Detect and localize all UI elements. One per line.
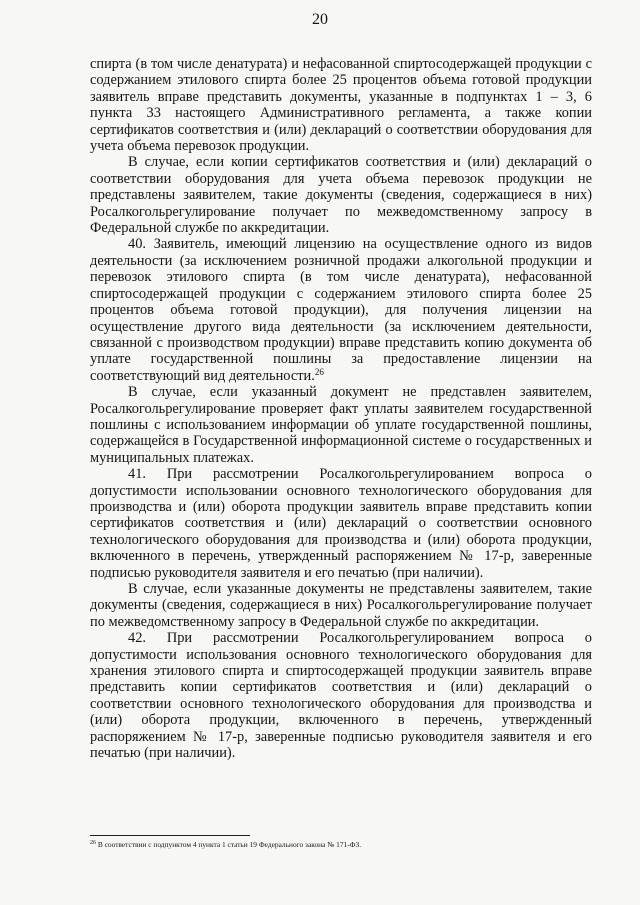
footnote-divider (90, 835, 250, 836)
paragraph-text: 40. Заявитель, имеющий лицензию на осуществление одного из видов деятельности (за исключением розничной продажи алкогольной продукции и перевозок этилового спирта (в том числе денатурата), нефасованной спиртосодержащей продукции с содержанием этилового спирта более 25 процентов объема готовой продукции), для получения лицензии на осуществление другого вида деятельности (за исключением деятельности, связанной с производством продукции) вправе представить копию документа об уплате государственной пошлины за предоставление лицензии на соответствующий вид деятельности. (90, 236, 592, 384)
page-number: 20 (312, 11, 328, 28)
footnote-text: В соответствии с подпунктом 4 пункта 1 статьи 19 Федерального закона № 171-ФЗ. (96, 840, 362, 849)
paragraph: В случае, если указанный документ не представлен заявителем, Росалкогольрегулирование проверяет факт уплаты заявителем государственной пошлины с использованием информации об уплате государственной пошлины, содержащейся в Государственной информационной системе о государственных и муниципальных платежах. (90, 384, 592, 466)
paragraph-continuation: спирта (в том числе денатурата) и нефасованной спиртосодержащей продукции с содержанием этилового спирта более 25 процентов объема готовой продукции заявитель вправе представить документы, указанные в подпунктах 1 – 3, 6 пункта 33 настоящего Административного регламента, а также копии сертификатов соответствия и (или) деклараций о соответствии оборудования для учета объема перевозок продукции. (90, 56, 592, 155)
paragraph: В случае, если указанные документы не представлены заявителем, такие документы (сведения, содержащиеся в них) Росалкогольрегулирование получает по межведомственному запросу в Федеральной службе по аккредитации. (90, 581, 592, 630)
paragraph-item-42: 42. При рассмотрении Росалкогольрегулированием вопроса о допустимости использования основного технологического оборудования для хранения этилового спирта и спиртосодержащей продукции заявитель вправе представить копии сертификатов соответствия и (или) деклараций о соответствии основного технологического оборудования для производства и (или) оборота продукции, включенного в перечень, утвержденный распоряжением № 17-р, заверенные подписью руководителя заявителя и его печатью (при наличии). (90, 630, 592, 762)
paragraph: В случае, если копии сертификатов соответствия и (или) деклараций о соответствии оборудования для учета объема перевозок продукции не представлены заявителем, такие документы (сведения, содержащиеся в них) Росалкогольрегулирование получает по межведомственному запросу в Федеральной службе по аккредитации. (90, 154, 592, 237)
paragraph-item-40 (90, 236, 592, 384)
document-body (90, 56, 592, 761)
paragraph-item-41: 41. При рассмотрении Росалкогольрегулированием вопроса о допустимости использовании основного технологического оборудования для производства и (или) оборота продукции заявитель вправе представить копии сертификатов соответствия и (или) деклараций о соответствии основного технологического оборудования для производства и (или) оборота продукции, включенного в перечень, утвержденный распоряжением № 17-р, заверенные подписью руководителя заявителя и его печатью (при наличии). (90, 466, 592, 581)
footnote-marker: 26 (90, 840, 96, 846)
footnote-reference[interactable]: 26 (314, 366, 324, 377)
footnote (90, 840, 590, 850)
